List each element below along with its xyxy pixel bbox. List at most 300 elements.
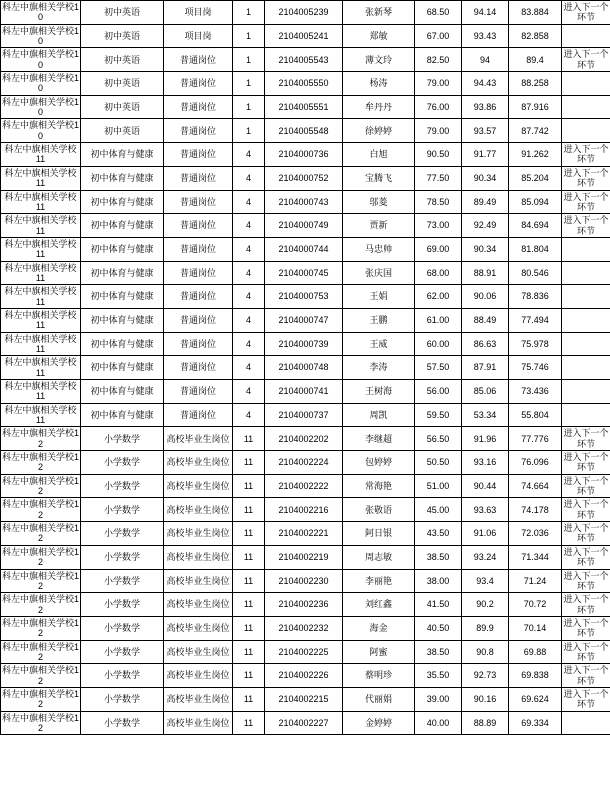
cell-recruit-count: 1 <box>233 119 265 143</box>
cell-recruit-count: 11 <box>233 593 265 617</box>
table-row <box>1 474 610 498</box>
cell-candidate-name: 金婷婷 <box>343 711 415 735</box>
cell-total-score: 70.14 <box>509 616 562 640</box>
cell-school: 科左中旗相关学校12 <box>2 452 80 473</box>
cell-recruit-count: 11 <box>233 474 265 498</box>
cell-subject: 小学数学 <box>81 451 164 475</box>
cell-written-score: 57.50 <box>415 356 462 380</box>
cell-school: 科左中旗相关学校11 <box>1 261 81 285</box>
cell-subject: 初中英语 <box>81 1 164 25</box>
cell-post: 普通岗位 <box>164 332 233 356</box>
table-row <box>1 261 610 285</box>
cell-recruit-count: 4 <box>233 380 265 404</box>
cell-exam-id: 2104005239 <box>265 1 343 25</box>
cell-post: 项目岗 <box>164 24 233 48</box>
cell-subject: 初中英语 <box>81 72 164 96</box>
cell-interview-score: 90.34 <box>462 237 509 261</box>
cell-school: 科左中旗相关学校10 <box>2 49 80 70</box>
cell-result: 进入下一个环节 <box>563 499 609 520</box>
cell-total-score: 76.096 <box>509 451 562 475</box>
cell-recruit-count: 4 <box>233 308 265 332</box>
cell-written-score: 45.00 <box>415 498 462 522</box>
cell-subject: 初中体育与健康 <box>81 308 164 332</box>
cell-result <box>562 711 610 735</box>
cell-candidate-name: 阿日银 <box>343 522 415 546</box>
cell-interview-score: 90.34 <box>462 166 509 190</box>
cell-written-score: 40.00 <box>415 711 462 735</box>
cell-school: 科左中旗相关学校10 <box>2 2 80 23</box>
cell-total-score: 91.262 <box>509 143 562 167</box>
cell-total-score: 69.624 <box>509 687 562 711</box>
cell-exam-id: 2104002226 <box>265 664 343 688</box>
cell-school: 科左中旗相关学校11 <box>1 308 81 332</box>
cell-exam-id: 2104000744 <box>265 237 343 261</box>
cell-result <box>562 308 610 332</box>
cell-subject: 小学数学 <box>81 427 164 451</box>
cell-candidate-name: 王鹏 <box>343 308 415 332</box>
cell-interview-score: 93.43 <box>462 24 509 48</box>
cell-result: 进入下一个环节 <box>563 428 609 449</box>
cell-subject: 初中体育与健康 <box>81 237 164 261</box>
cell-school: 科左中旗相关学校12 <box>2 688 80 710</box>
cell-total-score: 87.742 <box>509 119 562 143</box>
cell-post: 普通岗位 <box>164 403 233 427</box>
cell-interview-score: 90.44 <box>462 474 509 498</box>
cell-recruit-count: 11 <box>233 498 265 522</box>
table-row <box>1 687 610 711</box>
cell-post: 高校毕业生岗位 <box>164 593 233 617</box>
cell-recruit-count: 4 <box>233 356 265 380</box>
cell-school: 科左中旗相关学校11 <box>1 380 81 404</box>
cell-post: 普通岗位 <box>164 190 233 214</box>
cell-interview-score: 93.4 <box>462 569 509 593</box>
cell-candidate-name: 周凯 <box>343 403 415 427</box>
cell-exam-id: 2104002224 <box>265 451 343 475</box>
cell-post: 普通岗位 <box>164 72 233 96</box>
cell-exam-id: 2104002221 <box>265 522 343 546</box>
cell-school: 科左中旗相关学校11 <box>1 332 81 356</box>
cell-subject: 初中体育与健康 <box>81 261 164 285</box>
cell-school: 科左中旗相关学校12 <box>2 712 80 733</box>
cell-interview-score: 90.8 <box>462 640 509 664</box>
cell-post: 高校毕业生岗位 <box>164 640 233 664</box>
table-row <box>1 1 610 25</box>
cell-candidate-name: 杨涛 <box>343 72 415 96</box>
cell-written-score: 38.00 <box>415 569 462 593</box>
cell-written-score: 79.00 <box>415 72 462 96</box>
cell-recruit-count: 11 <box>233 640 265 664</box>
cell-post: 普通岗位 <box>164 143 233 167</box>
cell-interview-score: 91.06 <box>462 522 509 546</box>
cell-interview-score: 92.73 <box>462 664 509 688</box>
cell-post: 普通岗位 <box>164 380 233 404</box>
cell-school: 科左中旗相关学校10 <box>2 73 80 94</box>
cell-result: 进入下一个环节 <box>563 570 609 591</box>
cell-post: 高校毕业生岗位 <box>164 545 233 569</box>
cell-recruit-count: 11 <box>233 545 265 569</box>
cell-result <box>562 24 610 48</box>
table-row <box>1 569 610 593</box>
cell-result: 进入下一个环节 <box>563 2 609 23</box>
cell-total-score: 77.494 <box>509 308 562 332</box>
cell-recruit-count: 4 <box>233 285 265 309</box>
cell-written-score: 35.50 <box>415 664 462 688</box>
cell-recruit-count: 4 <box>233 166 265 190</box>
cell-total-score: 87.916 <box>509 95 562 119</box>
cell-subject: 初中体育与健康 <box>81 356 164 380</box>
cell-school: 科左中旗相关学校12 <box>2 499 80 520</box>
table-row <box>1 522 610 546</box>
cell-exam-id: 2104000736 <box>265 143 343 167</box>
cell-total-score: 73.436 <box>509 380 562 404</box>
cell-recruit-count: 1 <box>233 72 265 96</box>
table-row <box>1 166 610 190</box>
cell-interview-score: 93.86 <box>462 95 509 119</box>
cell-written-score: 61.00 <box>415 308 462 332</box>
cell-result: 进入下一个环节 <box>563 144 609 165</box>
cell-written-score: 56.00 <box>415 380 462 404</box>
cell-total-score: 77.776 <box>509 427 562 451</box>
cell-candidate-name: 张新琴 <box>343 1 415 25</box>
cell-exam-id: 2104000748 <box>265 356 343 380</box>
cell-written-score: 68.00 <box>415 261 462 285</box>
cell-written-score: 73.00 <box>415 214 462 238</box>
cell-post: 高校毕业生岗位 <box>164 427 233 451</box>
cell-exam-id: 2104002215 <box>265 687 343 711</box>
cell-result <box>562 72 610 96</box>
cell-school: 科左中旗相关学校12 <box>2 570 80 591</box>
cell-school: 科左中旗相关学校12 <box>2 641 80 662</box>
cell-exam-id: 2104005550 <box>265 72 343 96</box>
table-row <box>1 545 610 569</box>
cell-total-score: 78.836 <box>509 285 562 309</box>
cell-recruit-count: 11 <box>233 522 265 546</box>
cell-subject: 小学数学 <box>81 474 164 498</box>
cell-interview-score: 94.43 <box>462 72 509 96</box>
cell-interview-score: 92.49 <box>462 214 509 238</box>
cell-school: 科左中旗相关学校12 <box>2 665 80 686</box>
cell-post: 普通岗位 <box>164 237 233 261</box>
cell-school: 科左中旗相关学校12 <box>2 428 80 449</box>
cell-candidate-name: 徐婷婷 <box>343 119 415 143</box>
cell-written-score: 62.00 <box>415 285 462 309</box>
cell-exam-id: 2104002236 <box>265 593 343 617</box>
cell-exam-id: 2104002216 <box>265 498 343 522</box>
cell-total-score: 71.344 <box>509 545 562 569</box>
cell-exam-id: 2104000739 <box>265 332 343 356</box>
cell-post: 普通岗位 <box>164 308 233 332</box>
cell-exam-id: 2104000741 <box>265 380 343 404</box>
cell-interview-score: 93.24 <box>462 545 509 569</box>
cell-total-score: 89.4 <box>509 48 562 72</box>
cell-interview-score: 88.49 <box>462 308 509 332</box>
cell-candidate-name: 包婷婷 <box>343 451 415 475</box>
cell-recruit-count: 11 <box>233 451 265 475</box>
cell-interview-score: 90.2 <box>462 593 509 617</box>
cell-written-score: 60.00 <box>415 332 462 356</box>
cell-candidate-name: 郑敏 <box>343 24 415 48</box>
cell-total-score: 75.978 <box>509 332 562 356</box>
cell-result <box>562 95 610 119</box>
cell-candidate-name: 海金 <box>343 616 415 640</box>
cell-candidate-name: 邬菱 <box>343 190 415 214</box>
cell-recruit-count: 11 <box>233 664 265 688</box>
cell-subject: 初中体育与健康 <box>81 143 164 167</box>
cell-written-score: 43.50 <box>415 522 462 546</box>
cell-result <box>562 237 610 261</box>
cell-school: 科左中旗相关学校11 <box>1 356 81 380</box>
cell-result: 进入下一个环节 <box>563 215 609 236</box>
cell-result: 进入下一个环节 <box>563 617 609 639</box>
table-row <box>1 143 610 167</box>
cell-exam-id: 2104002219 <box>265 545 343 569</box>
cell-recruit-count: 11 <box>233 427 265 451</box>
cell-interview-score: 86.63 <box>462 332 509 356</box>
table-row <box>1 451 610 475</box>
cell-recruit-count: 11 <box>233 616 265 640</box>
cell-result <box>562 403 610 427</box>
cell-post: 普通岗位 <box>164 214 233 238</box>
cell-candidate-name: 宝腾飞 <box>343 166 415 190</box>
cell-recruit-count: 11 <box>233 711 265 735</box>
table-row <box>1 403 610 427</box>
cell-school: 科左中旗相关学校10 <box>2 120 80 141</box>
cell-written-score: 40.50 <box>415 616 462 640</box>
cell-written-score: 39.00 <box>415 687 462 711</box>
cell-recruit-count: 4 <box>233 237 265 261</box>
cell-total-score: 85.204 <box>509 166 562 190</box>
cell-result <box>562 356 610 380</box>
cell-written-score: 38.50 <box>415 545 462 569</box>
cell-candidate-name: 薄文玲 <box>343 48 415 72</box>
cell-subject: 小学数学 <box>81 711 164 735</box>
cell-candidate-name: 李丽艳 <box>343 569 415 593</box>
cell-subject: 小学数学 <box>81 616 164 640</box>
cell-school: 科左中旗相关学校12 <box>2 617 80 639</box>
cell-result <box>562 261 610 285</box>
cell-subject: 小学数学 <box>81 545 164 569</box>
cell-candidate-name: 李继超 <box>343 427 415 451</box>
cell-candidate-name: 刘红鑫 <box>343 593 415 617</box>
cell-exam-id: 2104002202 <box>265 427 343 451</box>
cell-subject: 初中体育与健康 <box>81 166 164 190</box>
cell-candidate-name: 张庆国 <box>343 261 415 285</box>
cell-total-score: 74.664 <box>509 474 562 498</box>
cell-exam-id: 2104002230 <box>265 569 343 593</box>
table-row <box>1 593 610 617</box>
cell-exam-id: 2104002225 <box>265 640 343 664</box>
cell-result: 进入下一个环节 <box>563 191 609 212</box>
table-row <box>1 380 610 404</box>
cell-school: 科左中旗相关学校10 <box>2 25 80 47</box>
cell-result: 进入下一个环节 <box>563 665 609 686</box>
cell-school: 科左中旗相关学校11 <box>1 214 81 238</box>
cell-interview-score: 53.34 <box>462 403 509 427</box>
table-row <box>1 498 610 522</box>
cell-total-score: 84.694 <box>509 214 562 238</box>
cell-exam-id: 2104005551 <box>265 95 343 119</box>
table-row <box>1 332 610 356</box>
table-row <box>1 616 610 640</box>
cell-subject: 小学数学 <box>81 522 164 546</box>
cell-total-score: 88.258 <box>509 72 562 96</box>
cell-candidate-name: 李涛 <box>343 356 415 380</box>
cell-school: 科左中旗相关学校11 <box>1 166 81 190</box>
cell-post: 高校毕业生岗位 <box>164 569 233 593</box>
cell-written-score: 67.00 <box>415 24 462 48</box>
cell-candidate-name: 周志敏 <box>343 545 415 569</box>
cell-written-score: 56.50 <box>415 427 462 451</box>
cell-subject: 初中英语 <box>81 24 164 48</box>
cell-school: 科左中旗相关学校11 <box>1 190 81 214</box>
cell-recruit-count: 1 <box>233 48 265 72</box>
cell-candidate-name: 常海艳 <box>343 474 415 498</box>
cell-recruit-count: 11 <box>233 569 265 593</box>
cell-recruit-count: 1 <box>233 24 265 48</box>
cell-post: 高校毕业生岗位 <box>164 522 233 546</box>
cell-total-score: 71.24 <box>509 569 562 593</box>
cell-candidate-name: 牟丹丹 <box>343 95 415 119</box>
cell-written-score: 79.00 <box>415 119 462 143</box>
cell-total-score: 72.036 <box>509 522 562 546</box>
cell-school: 科左中旗相关学校10 <box>2 96 80 118</box>
cell-post: 高校毕业生岗位 <box>164 498 233 522</box>
cell-written-score: 82.50 <box>415 48 462 72</box>
cell-interview-score: 91.77 <box>462 143 509 167</box>
cell-total-score: 75.746 <box>509 356 562 380</box>
table-row <box>1 711 610 735</box>
cell-post: 高校毕业生岗位 <box>164 451 233 475</box>
table-row <box>1 427 610 451</box>
cell-subject: 小学数学 <box>81 593 164 617</box>
cell-candidate-name: 白旭 <box>343 143 415 167</box>
cell-total-score: 74.178 <box>509 498 562 522</box>
cell-total-score: 69.88 <box>509 640 562 664</box>
cell-written-score: 38.50 <box>415 640 462 664</box>
cell-interview-score: 93.16 <box>462 451 509 475</box>
cell-subject: 小学数学 <box>81 498 164 522</box>
cell-school: 科左中旗相关学校11 <box>1 237 81 261</box>
cell-subject: 小学数学 <box>81 640 164 664</box>
cell-total-score: 55.804 <box>509 403 562 427</box>
table-row <box>1 48 610 72</box>
cell-candidate-name: 王威 <box>343 332 415 356</box>
cell-exam-id: 2104005241 <box>265 24 343 48</box>
cell-interview-score: 90.06 <box>462 285 509 309</box>
cell-result: 进入下一个环节 <box>563 475 609 497</box>
cell-recruit-count: 4 <box>233 143 265 167</box>
cell-post: 高校毕业生岗位 <box>164 474 233 498</box>
cell-candidate-name: 王娟 <box>343 285 415 309</box>
table-body <box>1 1 610 735</box>
cell-post: 普通岗位 <box>164 166 233 190</box>
cell-recruit-count: 4 <box>233 403 265 427</box>
cell-recruit-count: 11 <box>233 687 265 711</box>
cell-subject: 小学数学 <box>81 664 164 688</box>
cell-total-score: 69.334 <box>509 711 562 735</box>
cell-interview-score: 87.91 <box>462 356 509 380</box>
cell-exam-id: 2104000752 <box>265 166 343 190</box>
cell-written-score: 41.50 <box>415 593 462 617</box>
cell-recruit-count: 4 <box>233 332 265 356</box>
cell-school: 科左中旗相关学校12 <box>2 523 80 544</box>
cell-subject: 初中体育与健康 <box>81 380 164 404</box>
cell-total-score: 80.546 <box>509 261 562 285</box>
cell-written-score: 90.50 <box>415 143 462 167</box>
cell-candidate-name: 代丽娟 <box>343 687 415 711</box>
table-row <box>1 237 610 261</box>
cell-interview-score: 89.49 <box>462 190 509 214</box>
cell-post: 普通岗位 <box>164 261 233 285</box>
table-row <box>1 95 610 119</box>
cell-written-score: 76.00 <box>415 95 462 119</box>
cell-result <box>562 380 610 404</box>
cell-school: 科左中旗相关学校11 <box>1 285 81 309</box>
cell-subject: 初中体育与健康 <box>81 285 164 309</box>
cell-written-score: 77.50 <box>415 166 462 190</box>
cell-total-score: 85.094 <box>509 190 562 214</box>
cell-school: 科左中旗相关学校12 <box>2 475 80 497</box>
cell-subject: 初中英语 <box>81 48 164 72</box>
cell-post: 普通岗位 <box>164 285 233 309</box>
cell-result: 进入下一个环节 <box>563 546 609 568</box>
table-row <box>1 640 610 664</box>
cell-subject: 初中英语 <box>81 95 164 119</box>
cell-exam-id: 2104000745 <box>265 261 343 285</box>
cell-post: 高校毕业生岗位 <box>164 687 233 711</box>
cell-exam-id: 2104005543 <box>265 48 343 72</box>
cell-recruit-count: 4 <box>233 190 265 214</box>
cell-result: 进入下一个环节 <box>563 523 609 544</box>
cell-interview-score: 88.91 <box>462 261 509 285</box>
cell-candidate-name: 张敬语 <box>343 498 415 522</box>
cell-post: 普通岗位 <box>164 356 233 380</box>
cell-subject: 初中英语 <box>81 119 164 143</box>
cell-school: 科左中旗相关学校11 <box>1 143 81 167</box>
cell-exam-id: 2104002222 <box>265 474 343 498</box>
cell-candidate-name: 蔡明珍 <box>343 664 415 688</box>
cell-post: 高校毕业生岗位 <box>164 664 233 688</box>
cell-result <box>562 119 610 143</box>
cell-exam-id: 2104000737 <box>265 403 343 427</box>
table-row <box>1 190 610 214</box>
table-row <box>1 119 610 143</box>
cell-result: 进入下一个环节 <box>563 452 609 473</box>
table-row <box>1 214 610 238</box>
cell-interview-score: 94 <box>462 48 509 72</box>
cell-interview-score: 91.96 <box>462 427 509 451</box>
cell-written-score: 68.50 <box>415 1 462 25</box>
cell-school: 科左中旗相关学校12 <box>2 546 80 568</box>
cell-total-score: 81.804 <box>509 237 562 261</box>
cell-result <box>562 332 610 356</box>
cell-post: 普通岗位 <box>164 119 233 143</box>
cell-subject: 小学数学 <box>81 569 164 593</box>
cell-result: 进入下一个环节 <box>563 167 609 189</box>
cell-candidate-name: 阿蜜 <box>343 640 415 664</box>
cell-interview-score: 90.16 <box>462 687 509 711</box>
cell-total-score: 69.838 <box>509 664 562 688</box>
cell-school: 科左中旗相关学校12 <box>2 594 80 615</box>
cell-total-score: 82.858 <box>509 24 562 48</box>
cell-subject: 初中体育与健康 <box>81 190 164 214</box>
table-row <box>1 72 610 96</box>
cell-candidate-name: 马忠帅 <box>343 237 415 261</box>
cell-post: 项目岗 <box>164 1 233 25</box>
cell-interview-score: 85.06 <box>462 380 509 404</box>
cell-post: 高校毕业生岗位 <box>164 711 233 735</box>
cell-interview-score: 93.57 <box>462 119 509 143</box>
